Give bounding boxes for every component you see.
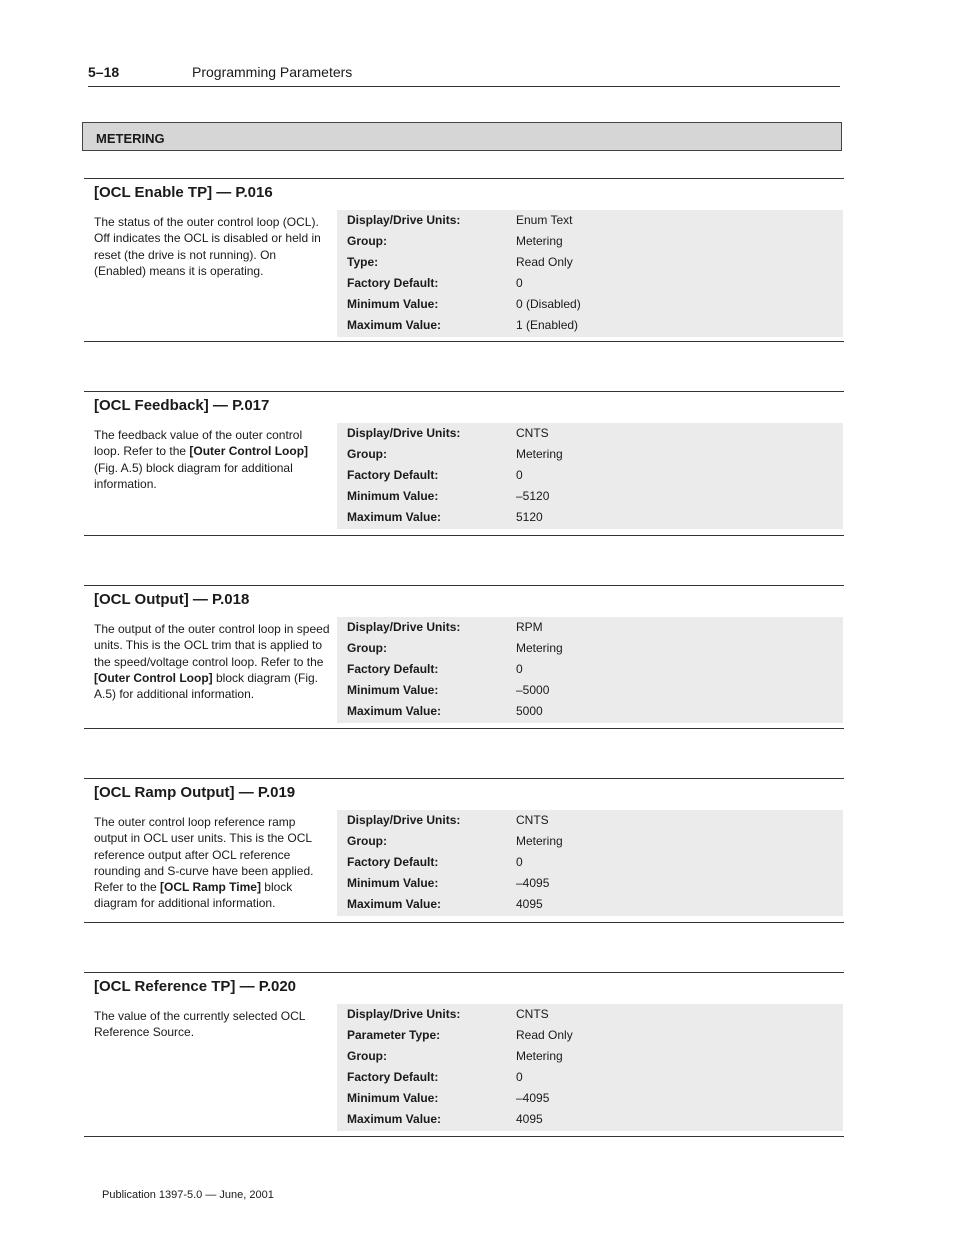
info-label: Factory Default: [347, 1070, 439, 1084]
parameter-info-table [337, 1004, 843, 1131]
info-label: Maximum Value: [347, 897, 442, 911]
info-label: Display/Drive Units: [347, 213, 461, 227]
parameter-description [94, 1008, 330, 1041]
info-row [337, 210, 843, 231]
info-value: Metering [516, 641, 563, 655]
parameter-info-table [337, 210, 843, 337]
info-row [337, 1088, 843, 1109]
info-row [337, 831, 843, 852]
info-row [337, 273, 843, 294]
info-row [337, 894, 843, 915]
parameter-description [94, 814, 330, 912]
info-row [337, 680, 843, 701]
info-value: 5000 [516, 704, 543, 718]
parameter-title: [OCL Enable TP] — P.016 [94, 184, 273, 201]
parameter-block [84, 778, 844, 923]
info-value: 0 [516, 276, 523, 290]
info-row [337, 1025, 843, 1046]
info-row [337, 1067, 843, 1088]
info-value: 4095 [516, 897, 543, 911]
parameter-description [94, 214, 330, 279]
info-label: Display/Drive Units: [347, 813, 461, 827]
info-label: Parameter Type: [347, 1028, 441, 1042]
description-text: The output of the outer control loop in speed units. This is the OCL trim that is applied to the speed/voltage control loop. Refer to the [94, 622, 330, 669]
parameter-description [94, 621, 330, 702]
info-label: Factory Default: [347, 662, 439, 676]
info-value: 0 [516, 662, 523, 676]
info-row [337, 1046, 843, 1067]
info-value: 0 [516, 468, 523, 482]
info-label: Minimum Value: [347, 1091, 439, 1105]
info-value: Read Only [516, 1028, 573, 1042]
description-text: block diagram (Fig. A.5) for additional information. [94, 670, 319, 702]
info-row [337, 852, 843, 873]
info-label: Group: [347, 447, 387, 461]
info-row [337, 252, 843, 273]
info-label: Minimum Value: [347, 876, 439, 890]
info-row [337, 444, 843, 465]
parameter-title: [OCL Feedback] — P.017 [94, 397, 270, 414]
info-row [337, 315, 843, 336]
info-value: Metering [516, 834, 563, 848]
parameter-description [94, 427, 330, 492]
info-value: 0 [516, 1070, 523, 1084]
parameter-title: [OCL Ramp Output] — P.019 [94, 784, 296, 801]
info-row [337, 486, 843, 507]
info-value: CNTS [516, 426, 549, 440]
description-text: The feedback value of the outer control loop. Refer to the [94, 428, 303, 459]
description-text: block diagram for additional information. [94, 880, 293, 911]
info-row [337, 294, 843, 315]
info-row [337, 1109, 843, 1130]
info-label: Factory Default: [347, 468, 439, 482]
parameter-reference: [OCL Ramp Time] [160, 880, 261, 895]
info-value: 4095 [516, 1112, 543, 1126]
parameter-info-table [337, 423, 843, 529]
info-value: Metering [516, 1049, 563, 1063]
info-row [337, 701, 843, 722]
section-banner [82, 122, 842, 151]
info-value: 0 (Disabled) [516, 297, 581, 311]
info-label: Display/Drive Units: [347, 1007, 461, 1021]
header-title: Programming Parameters [192, 64, 353, 80]
info-row [337, 423, 843, 444]
section-title: METERING [96, 131, 165, 146]
info-value: –5000 [516, 683, 550, 697]
info-row [337, 873, 843, 894]
info-label: Display/Drive Units: [347, 620, 461, 634]
parameter-reference: [Outer Control Loop] [94, 670, 213, 685]
info-value: Metering [516, 234, 563, 248]
parameter-reference: [Outer Control Loop] [189, 444, 309, 459]
parameter-block [84, 972, 844, 1137]
info-row [337, 231, 843, 252]
parameter-title: [OCL Reference TP] — P.020 [94, 978, 297, 995]
info-row [337, 659, 843, 680]
info-value: 0 [516, 855, 523, 869]
info-value: –4095 [516, 876, 550, 890]
info-label: Maximum Value: [347, 704, 442, 718]
info-label: Type: [347, 255, 379, 269]
info-row [337, 638, 843, 659]
info-label: Maximum Value: [347, 318, 442, 332]
info-value: CNTS [516, 813, 549, 827]
info-label: Group: [347, 834, 387, 848]
info-row [337, 617, 843, 638]
info-label: Factory Default: [347, 855, 439, 869]
info-row [337, 507, 843, 528]
info-value: Read Only [516, 255, 573, 269]
info-label: Minimum Value: [347, 489, 439, 503]
info-value: –4095 [516, 1091, 550, 1105]
parameter-block [84, 585, 844, 729]
info-row [337, 810, 843, 831]
info-value: 5120 [516, 510, 543, 524]
info-label: Group: [347, 234, 387, 248]
info-value: RPM [516, 620, 543, 634]
parameter-block [84, 178, 844, 342]
info-row [337, 1004, 843, 1025]
info-label: Minimum Value: [347, 297, 439, 311]
footer-publication: Publication 1397-5.0 — June, 2001 [102, 1189, 274, 1201]
info-value: Enum Text [516, 213, 573, 227]
info-value: 1 (Enabled) [516, 318, 579, 332]
info-label: Maximum Value: [347, 1112, 442, 1126]
page-number: 5–18 [88, 64, 120, 80]
info-label: Factory Default: [347, 276, 439, 290]
parameter-title: [OCL Output] — P.018 [94, 591, 250, 608]
info-row [337, 465, 843, 486]
parameter-info-table [337, 617, 843, 723]
info-value: –5120 [516, 489, 550, 503]
description-text: The outer control loop reference ramp output in OCL user units. This is the OCL reference output after OCL reference rounding and S-curve have been applied. Refer to the [94, 815, 314, 895]
info-label: Maximum Value: [347, 510, 442, 524]
description-text: The value of the currently selected OCL Reference Source. [94, 1009, 305, 1040]
description-text: The status of the outer control loop (OCL). Off indicates the OCL is disabled or held in reset (the drive is not running). On (Enabled) means it is operating. [94, 215, 321, 278]
info-label: Group: [347, 1049, 387, 1063]
parameter-block [84, 391, 844, 536]
description-text: (Fig. A.5) block diagram for additional information. [94, 460, 293, 491]
page-header [88, 64, 840, 87]
info-label: Minimum Value: [347, 683, 439, 697]
info-label: Display/Drive Units: [347, 426, 461, 440]
info-value: Metering [516, 447, 563, 461]
info-label: Group: [347, 641, 387, 655]
info-value: CNTS [516, 1007, 549, 1021]
parameter-info-table [337, 810, 843, 916]
